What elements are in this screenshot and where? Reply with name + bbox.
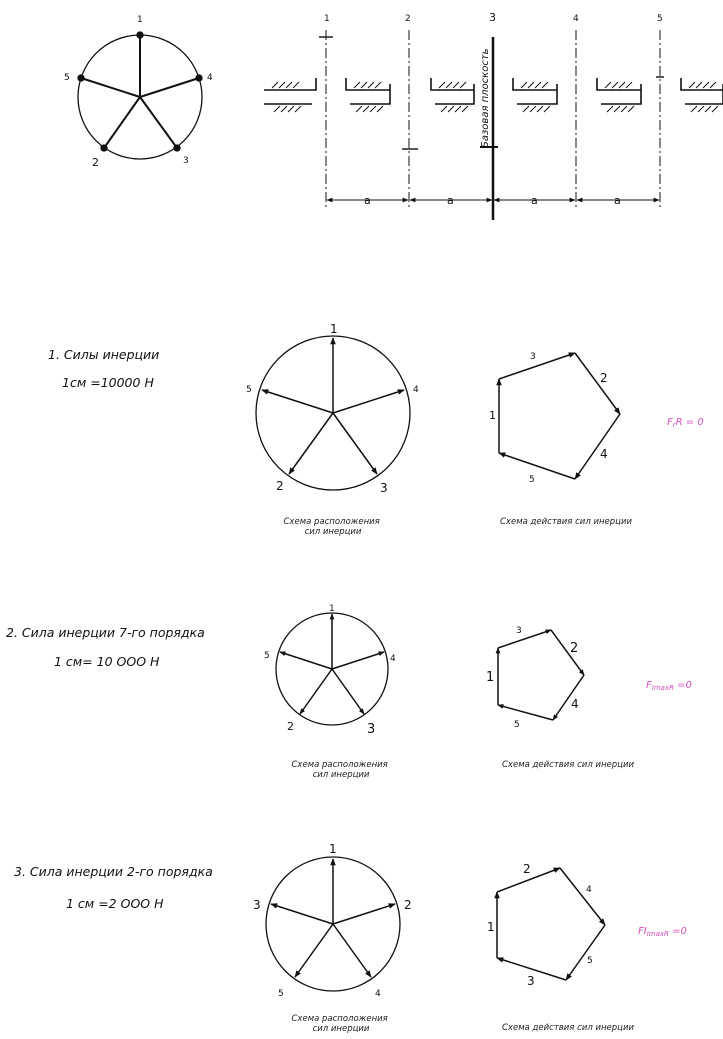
bearing-hatch-bottom bbox=[691, 106, 697, 112]
s1-poly-label-5: 5 bbox=[529, 475, 535, 485]
bearing-hatch-bottom bbox=[377, 106, 383, 112]
s3-poly-side-5 bbox=[566, 925, 605, 980]
bearing-hatch-top bbox=[375, 82, 381, 88]
bearing-shell-bottom bbox=[517, 84, 557, 104]
s3-poly-label-1: 1 bbox=[487, 920, 495, 934]
s2-vector-5 bbox=[280, 652, 332, 669]
s1-vector-3 bbox=[333, 413, 377, 474]
crank-number-1: 1 bbox=[324, 14, 330, 24]
crank-spoke-4 bbox=[140, 78, 199, 97]
bearing-shell-bottom bbox=[601, 84, 641, 104]
bearing-hatch-top bbox=[521, 82, 527, 88]
crank-dot-4 bbox=[196, 75, 202, 81]
s1-caption-layout bbox=[284, 517, 383, 537]
bearing-hatch-bottom bbox=[448, 106, 454, 112]
s2-caption-action: Схема действия сил инерции bbox=[502, 760, 634, 770]
crank-label-4: 4 bbox=[207, 73, 213, 83]
crank-dot-1 bbox=[137, 32, 143, 38]
bearing-hatch-top bbox=[612, 82, 618, 88]
section-3-title: 3. Сила инерции 2-го порядка bbox=[14, 864, 213, 879]
s1-result bbox=[667, 417, 704, 429]
crank-dot-3 bbox=[174, 145, 180, 151]
s3-circle-label-5: 5 bbox=[278, 989, 284, 999]
s3-vector-4 bbox=[333, 924, 371, 977]
s1-poly-label-4: 3 bbox=[530, 352, 536, 362]
bearing-hatch-top bbox=[460, 82, 466, 88]
s2-vector-3 bbox=[332, 669, 364, 714]
s1-vector-4 bbox=[333, 390, 404, 413]
bearing-hatch-top bbox=[710, 82, 716, 88]
s1-caption-layout-line1: Схема расположения bbox=[283, 517, 380, 527]
s3-circle-label-1: 1 bbox=[329, 842, 337, 856]
s3-poly-label-4: 4 bbox=[586, 885, 592, 895]
bearing-shell-top bbox=[346, 78, 390, 90]
crank-numbers bbox=[324, 11, 663, 24]
dimension-a-4: a bbox=[614, 194, 621, 207]
s1-result-main: F bbox=[667, 417, 673, 428]
s3-circle-label-3: 3 bbox=[253, 898, 261, 912]
bearing-hatch-bottom bbox=[614, 106, 620, 112]
bearing-hatch-bottom bbox=[544, 106, 550, 112]
s3-poly-side-4 bbox=[560, 868, 605, 925]
caption-layout-line2: сил инерции bbox=[312, 770, 370, 780]
s3-caption-layout-line1: Схема расположения bbox=[291, 1014, 388, 1024]
bearing-hatch-top bbox=[626, 82, 632, 88]
s1-result-sub: r bbox=[672, 421, 676, 429]
s2-poly-side-2 bbox=[553, 675, 584, 720]
s1-circle-label-4: 4 bbox=[413, 385, 419, 395]
s2-poly-label-4: 3 bbox=[516, 626, 522, 636]
bearing-hatch-bottom bbox=[705, 106, 711, 112]
bearing-hatch-bottom bbox=[628, 106, 634, 112]
bearing-hatch-top bbox=[354, 82, 360, 88]
dimension-a-1: a bbox=[364, 194, 371, 207]
bearing-shell-top bbox=[513, 78, 557, 90]
crank-spoke-3 bbox=[140, 97, 177, 148]
bearing-hatch-top bbox=[703, 82, 709, 88]
crank-label-5: 5 bbox=[64, 73, 70, 83]
s1-result-tail: R = 0 bbox=[675, 417, 704, 428]
bearing-hatch-bottom bbox=[370, 106, 376, 112]
s2-circle-label-3: 3 bbox=[367, 722, 376, 737]
bearing-shell-top bbox=[681, 78, 723, 90]
section-1-title: 1. Силы инерции bbox=[48, 347, 160, 362]
bearing-hatch-bottom bbox=[281, 106, 287, 112]
bearing-hatch-bottom bbox=[295, 106, 301, 112]
bearing-hatch-top bbox=[542, 82, 548, 88]
bearing-hatch-bottom bbox=[441, 106, 447, 112]
s2-result-tail: =0 bbox=[673, 680, 692, 691]
bearing-hatch-top bbox=[439, 82, 445, 88]
bearing-shell-top bbox=[431, 78, 474, 90]
crank-dot-2 bbox=[101, 145, 107, 151]
crank-number-5: 5 bbox=[657, 14, 663, 24]
section-2-title: 2. Сила инерции 7-го порядка bbox=[6, 625, 205, 640]
s3-poly-label-2: 2 bbox=[523, 862, 531, 876]
s2-caption-layout-line1: Схема расположения bbox=[291, 760, 388, 770]
bearing-hatch-bottom bbox=[288, 106, 294, 112]
s1-caption-action: Схема действия сил инерции bbox=[500, 517, 632, 527]
s3-result-sub: ImaxR bbox=[646, 930, 669, 938]
crank-number-4: 4 bbox=[573, 14, 579, 24]
bearing-hatch-bottom bbox=[530, 106, 536, 112]
bearing-hatch-bottom bbox=[363, 106, 369, 112]
s1-poly-side-2 bbox=[575, 414, 620, 479]
bearing-hatch-top bbox=[619, 82, 625, 88]
bearing-shell-top bbox=[597, 78, 641, 90]
bearing-hatch-bottom bbox=[537, 106, 543, 112]
bearing-hatch-top bbox=[293, 82, 299, 88]
bearing-hatch-top bbox=[272, 82, 278, 88]
crankshaft-scheme bbox=[264, 30, 723, 220]
section-3 bbox=[14, 842, 687, 1034]
s2-poly-label-5: 5 bbox=[514, 720, 520, 730]
s2-poly-side-4 bbox=[498, 630, 551, 648]
s1-circle-label-3: 3 bbox=[380, 481, 388, 495]
s1-vector-5 bbox=[262, 390, 333, 413]
s2-circle-label-2: 2 bbox=[287, 720, 294, 733]
section-2-scale: 1 см= 10 ООО Н bbox=[54, 654, 160, 669]
bearing-hatch-top bbox=[605, 82, 611, 88]
s3-circle-label-4: 4 bbox=[375, 989, 381, 999]
s3-caption-action: Схема действия сил инерции bbox=[502, 1023, 634, 1033]
section-3-force-vectors bbox=[271, 859, 395, 977]
bearing-hatch-bottom bbox=[523, 106, 529, 112]
s1-circle-label-5: 5 bbox=[246, 385, 252, 395]
s3-poly-label-3: 3 bbox=[527, 974, 535, 988]
dimension-a-3: a bbox=[531, 194, 538, 207]
s2-vector-2 bbox=[300, 669, 332, 714]
s2-poly-side-5 bbox=[498, 705, 553, 720]
base-plane-label: Базовая плоскость bbox=[480, 48, 491, 148]
crank-star-diagram bbox=[78, 32, 202, 159]
s2-poly-side-3 bbox=[551, 630, 584, 675]
s2-circle-label-4: 4 bbox=[390, 654, 396, 664]
crank-label-2: 2 bbox=[92, 156, 99, 169]
bearing-hatch-bottom bbox=[356, 106, 362, 112]
section-3-scale: 1 см =2 ООО Н bbox=[66, 896, 164, 911]
s1-poly-label-1: 1 bbox=[489, 409, 496, 422]
caption-layout-line2: сил инерции bbox=[312, 1024, 370, 1034]
bearing-hatch-top bbox=[446, 82, 452, 88]
crank-spoke-5 bbox=[81, 78, 140, 97]
bearing-hatch-top bbox=[528, 82, 534, 88]
bearing-hatch-top bbox=[361, 82, 367, 88]
bearing-hatch-bottom bbox=[621, 106, 627, 112]
crank-dot-5 bbox=[78, 75, 84, 81]
section-1-force-vectors bbox=[262, 338, 404, 474]
bearing-hatch-top bbox=[286, 82, 292, 88]
bearing-hatch-top bbox=[689, 82, 695, 88]
s1-poly-label-3: 2 bbox=[600, 371, 608, 385]
bearing-hatch-bottom bbox=[712, 106, 718, 112]
bearing-hatch-top bbox=[368, 82, 374, 88]
s3-poly-label-5: 5 bbox=[587, 956, 593, 966]
s1-poly-side-4 bbox=[499, 353, 575, 379]
bearing-hatch-bottom bbox=[274, 106, 280, 112]
section-1-scale: 1см =10000 Н bbox=[62, 375, 154, 390]
s3-result-tail: =0 bbox=[668, 926, 687, 937]
bearing-hatch-top bbox=[279, 82, 285, 88]
bearing-shell-bottom bbox=[350, 84, 390, 104]
bearing-hatch-top bbox=[535, 82, 541, 88]
crank-number-2: 2 bbox=[405, 14, 411, 24]
s1-poly-side-5 bbox=[499, 453, 575, 479]
s3-vector-3 bbox=[271, 904, 333, 924]
s3-result bbox=[638, 926, 687, 938]
s1-circle-label-2: 2 bbox=[276, 479, 284, 493]
s2-circle-label-5: 5 bbox=[264, 651, 270, 661]
s3-caption-layout bbox=[292, 1014, 391, 1034]
s3-vector-2 bbox=[333, 904, 395, 924]
s2-result bbox=[646, 680, 692, 692]
s2-poly-label-2: 4 bbox=[571, 697, 579, 711]
section-2-force-vectors bbox=[280, 614, 384, 714]
s3-result-main: FI bbox=[638, 926, 647, 937]
s3-vector-5 bbox=[295, 924, 333, 977]
s1-circle-label-1: 1 bbox=[330, 322, 338, 336]
s2-vector-4 bbox=[332, 652, 384, 669]
bearing-hatch-bottom bbox=[462, 106, 468, 112]
bearing-hatch-bottom bbox=[455, 106, 461, 112]
bearing-hatch-bottom bbox=[607, 106, 613, 112]
s1-vector-2 bbox=[289, 413, 333, 474]
s3-circle-label-2: 2 bbox=[404, 898, 412, 912]
s2-circle-label-1: 1 bbox=[329, 604, 335, 614]
crank-number-3: 3 bbox=[489, 11, 496, 24]
crank-spoke-2 bbox=[104, 97, 140, 148]
s2-result-sub: ImaxR bbox=[651, 684, 674, 692]
s2-result-main: F bbox=[646, 680, 652, 691]
section-2 bbox=[6, 604, 692, 780]
s2-poly-label-3: 2 bbox=[570, 641, 579, 656]
bearing-hatch-top bbox=[696, 82, 702, 88]
bearing-hatch-bottom bbox=[698, 106, 704, 112]
crank-label-3: 3 bbox=[183, 156, 189, 166]
dimension-a-2: a bbox=[447, 194, 454, 207]
crank-label-1: 1 bbox=[137, 15, 143, 25]
s1-poly-label-2: 4 bbox=[600, 447, 608, 461]
bearing-hatch-top bbox=[453, 82, 459, 88]
section-1 bbox=[48, 322, 704, 537]
caption-layout-line2: сил инерции bbox=[304, 527, 362, 537]
s2-poly-label-1: 1 bbox=[486, 670, 495, 685]
s1-poly-side-3 bbox=[575, 353, 620, 414]
s2-caption-layout bbox=[292, 760, 391, 780]
